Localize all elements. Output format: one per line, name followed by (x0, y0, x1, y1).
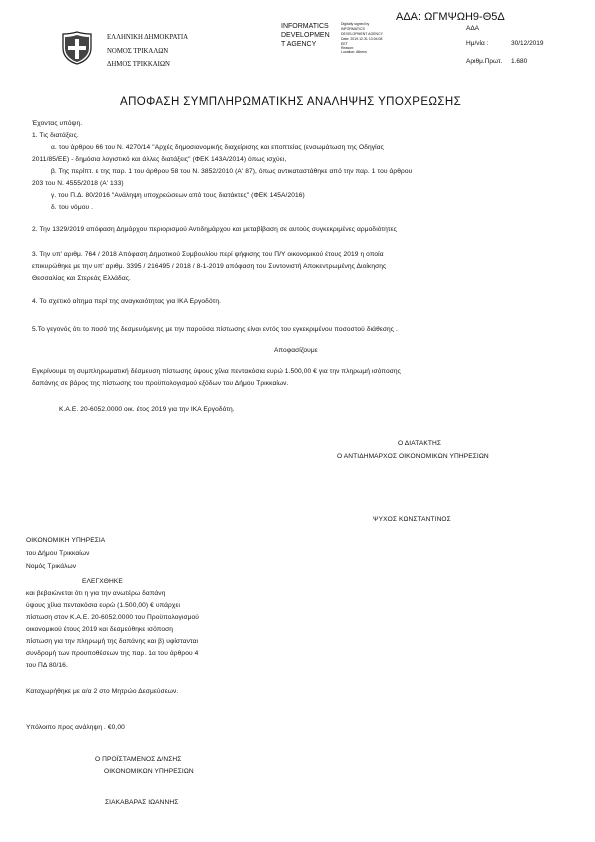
body-item-3: 3. Την υπ' αριθμ. 764 / 2018 Απόφαση Δημοτικού Συμβουλίου περί ψήφισης του Π/Υ οικονομικού έτους 2019 η οποία (32, 251, 384, 258)
body-intro: Έχοντας υπόψη. (32, 120, 83, 127)
registered-line: Καταχωρήθηκε με α/α 2 στο Μητρώο Δεσμεύσεων. (26, 688, 179, 695)
remaining-line: Υπόλοιπο προς ανάληψη . €0,00 (26, 724, 125, 731)
certification-line-7: του ΠΔ 80/16. (26, 662, 68, 669)
header-prefecture: ΝΟΜΟΣ ΤΡΙΚΑΛΩΝ (107, 48, 169, 55)
kae-line: Κ.Α.Ε. 20-6052.0000 οικ. έτος 2019 για την ΙΚΑ Εργοδότη. (59, 406, 235, 413)
signatory-name: ΨΥΧΟΣ ΚΩΝΣΤΑΝΤΙΝΟΣ (373, 516, 451, 523)
finance-head-role-1: Ο ΠΡΟΪΣΤΑΜΕΝΟΣ Δ/ΝΣΗΣ (95, 756, 182, 763)
body-item-1c: γ. του Π.Δ. 80/2016 "Ανάληψη υποχρεώσεων από τους διατάκτες" (ΦΕΚ 145Α/2016) (51, 192, 305, 199)
signature-detail-3: DEVELOPMENT AGENCY (341, 32, 383, 36)
header-municipality: ΔΗΜΟΣ ΤΡΙΚΚΑΙΩΝ (107, 61, 170, 68)
body-item-1a: α. του άρθρου 66 του Ν. 4270/14 "Αρχές δημοσιονομικής διαχείρισης και εποπτείας (ενσωμάτωση της Οδηγίας (51, 144, 384, 151)
decision-line-1: Εγκρίνουμε τη συμπληρωματική δέσμευση πίστωσης ύψους χίλια πεντακόσια ευρώ 1.500,00 € για την πληρωμή ισόποσης (32, 368, 401, 375)
date-value: 30/12/2019 (511, 40, 544, 47)
body-item-1: 1. Τις διατάξεις. (32, 132, 79, 139)
body-item-1b: β. Της περίπτ. ε της παρ. 1 του άρθρου 58 του Ν. 3852/2010 (Α' 87), όπως αντικαταστάθηκε από την παρ. 1 του άρθρου (51, 168, 413, 175)
decision-line-2: δαπάνης σε βάρος της πίστωσης του προϋπολογισμού εξόδων του Δήμου Τρικκαίων. (32, 380, 289, 387)
finance-checked: ΕΛΕΓΧΘΗΚΕ (82, 578, 123, 585)
certification-line-1: και βεβαιώνεται ότι η για την ανωτέρω δαπάνη (26, 590, 166, 597)
finance-municipality: του Δήμου Τρικκαίων (26, 550, 90, 557)
agency-line-2: DEVELOPMEN (281, 32, 330, 39)
signature-detail-7: Location: Athens (341, 50, 367, 54)
header-republic: ΕΛΛΗΝΙΚΗ ΔΗΜΟΚΡΑΤΙΑ (107, 34, 189, 41)
body-item-2: 2. Την 1329/2019 απόφαση Δημάρχου περιορισμού Αντιδημάρχου και μεταβίβαση σε αυτούς συγκεκριμένες αρμοδιότητες (32, 226, 397, 233)
finance-head-name: ΣΙΑΚΑΒΑΡΑΣ ΙΩΑΝΝΗΣ (105, 799, 179, 806)
date-label: Ημ/νία : (466, 40, 489, 47)
signature-detail-1: Digitally signed by (341, 22, 370, 26)
certification-line-2: ύψους χίλια πεντακόσια ευρώ (1.500,00) € υπάρχει (26, 602, 181, 609)
protocol-value: 1.680 (511, 58, 528, 65)
certification-line-6: συνδρομή των προυποθέσεων της παρ. 1α του άρθρου 4 (26, 650, 199, 657)
decide-heading: Αποφασίζουμε (274, 347, 318, 354)
signature-detail-6: Reason: (341, 46, 355, 50)
signature-detail-2: INFORMATICS (341, 27, 365, 31)
protocol-label: Αριθμ.Πρωτ. (466, 58, 503, 65)
agency-line-3: T AGENCY (281, 41, 317, 48)
certification-line-5: πίστωση για την πληρωμή της δαπάνης και β) υφίστανται (26, 638, 199, 645)
signature-detail-5: EET (341, 42, 348, 46)
ada-small-label: ΑΔΑ (466, 25, 480, 32)
body-item-4: 4. Το σχετικό αίτημα περί της αναγκαιότητας για ΙΚΑ Εργοδότη. (32, 298, 222, 305)
body-item-5: 5.Το γεγονός ότι το ποσό της δεσμευόμενης με την παρούσα πίστωσης είναι εντός του εγκεκριμένου ποσοστού διάθεσης . (32, 326, 398, 333)
signature-detail-4: Date: 2019.12.31 13:04:08 (341, 37, 383, 41)
finance-head-role-2: ΟΙΚΟΝΟΜΙΚΩΝ ΥΠΗΡΕΣΙΩΝ (104, 768, 194, 775)
finance-dept: ΟΙΚΟΝΟΜΙΚΗ ΥΠΗΡΕΣΙΑ (26, 537, 106, 544)
finance-prefecture: Νομός Τρικάλων (26, 563, 77, 570)
body-item-1b-cont: 203 του Ν. 4555/2018 (Α' 133) (32, 180, 124, 187)
signatory-role-2: Ο ΑΝΤΙΔΗΜΑΡΧΟΣ ΟΙΚΟΝΟΜΙΚΩΝ ΥΠΗΡΕΣΙΩΝ (337, 453, 489, 460)
certification-line-4: οικονομικού έτους 2019 και δεσμεύθηκε ισόποση (26, 626, 174, 633)
body-item-3-cont: επικυρώθηκε με την υπ' αριθμ. 3395 / 216495 / 2018 / 8-1-2019 απόφαση του Συντονιστή Αποκεντρωμένης Διοίκησης (32, 263, 387, 270)
body-item-1a-cont: 2011/85/ΕΕ) - δημόσια λογιστικό και άλλες διατάξεις" (ΦΕΚ 143Α/2014) όπως ισχύει, (32, 156, 287, 163)
agency-line-1: INFORMATICS (281, 23, 329, 30)
body-item-3-cont-2: Θεσσαλίας και Στερεάς Ελλάδας. (32, 275, 131, 282)
greek-coat-of-arms-icon (62, 31, 92, 65)
document-title: ΑΠΟΦΑΣΗ ΣΥΜΠΛΗΡΩΜΑΤΙΚΗΣ ΑΝΑΛΗΨΗΣ ΥΠΟΧΡΕΩΣΗΣ (120, 96, 462, 108)
certification-line-3: πίστωση στον Κ.Α.Ε. 20-6052.0000 του Προϋπολογισμού (26, 614, 200, 621)
ada-stamp: ΑΔΑ: ΩΓΜΨΩΗ9-Θ5Δ (396, 11, 505, 23)
signatory-role-1: Ο ΔΙΑΤΑΚΤΗΣ (398, 440, 442, 447)
body-item-1d: δ. του νόμου . (51, 204, 94, 211)
